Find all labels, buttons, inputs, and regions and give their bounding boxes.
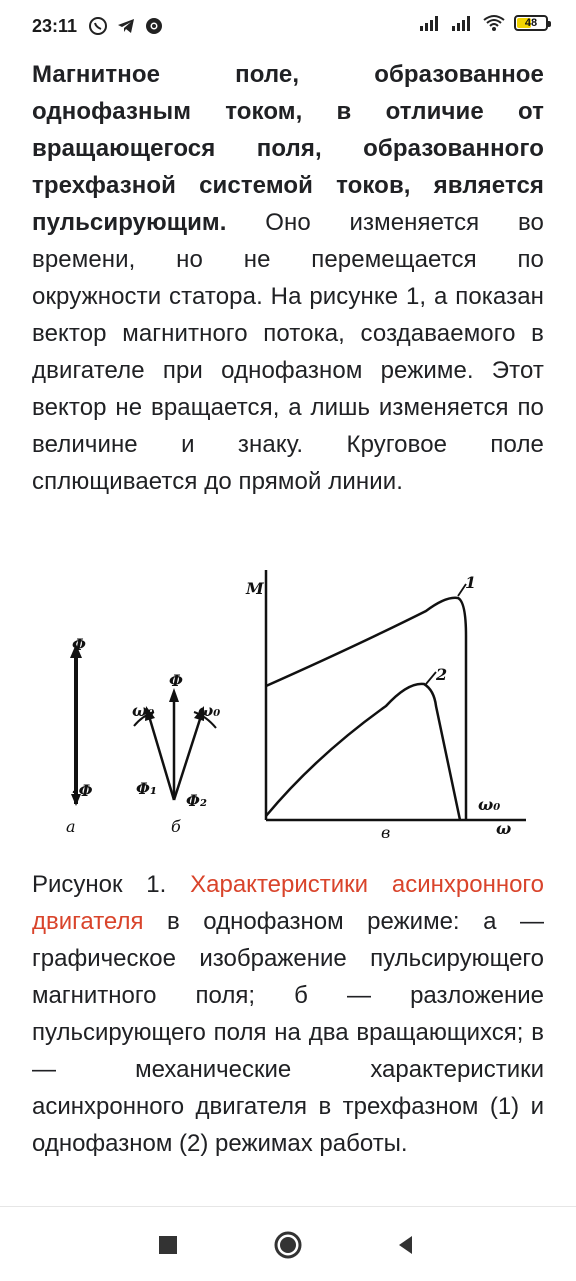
minus-phi-label: -Φ bbox=[72, 781, 93, 800]
label-v: в bbox=[381, 823, 391, 842]
diagram-v bbox=[245, 570, 526, 842]
back-icon bbox=[395, 1234, 417, 1256]
caption-prefix: Рисунок 1. bbox=[32, 871, 167, 898]
phi1-label: Φ₁ bbox=[136, 779, 157, 798]
battery-percent: 48 bbox=[524, 17, 538, 29]
telegram-icon bbox=[116, 16, 136, 36]
navigation-bar bbox=[0, 1206, 576, 1281]
omega0-left-label: ω₀ bbox=[132, 701, 155, 720]
battery-icon bbox=[514, 15, 548, 31]
signal-icon bbox=[450, 14, 474, 32]
wifi-icon bbox=[482, 14, 506, 32]
notification-icons bbox=[88, 16, 164, 36]
phi2-label: Φ₂ bbox=[186, 791, 207, 810]
curve-1-label: 1 bbox=[465, 573, 477, 592]
curve-2-label: 2 bbox=[436, 665, 448, 684]
bold-intro: Магнитное поле, образованное однофазным током, в отличие от вращающегося поля, образованного трехфазной системой токов, является пульсирующим. bbox=[32, 61, 544, 236]
back-button[interactable] bbox=[390, 1229, 422, 1261]
label-a: а bbox=[66, 817, 76, 836]
system-icons bbox=[418, 14, 548, 32]
signal-icon bbox=[418, 14, 442, 32]
paragraph-body: Оно изменяется во времени, но не перемещается по окружности статора. На рисунке 1, а показан вектор магнитного потока, создаваемого в двигателе при однофазном режиме. Этот вектор не вращается, а лишь изменяется по величине и знаку. Круговое поле сплющивается до прямой линии. bbox=[32, 209, 544, 495]
article-paragraph bbox=[32, 56, 544, 500]
figure-1 bbox=[56, 566, 530, 846]
omega0-right-label: ω₀ bbox=[198, 701, 221, 720]
whatsapp-icon bbox=[88, 16, 108, 36]
diagram-b bbox=[132, 671, 220, 836]
omega-axis-label: ω bbox=[496, 819, 512, 838]
caption-rest: в однофазном режиме: а — графическое изображение пульсирующего магнитного поля; б — разложение пульсирующего поля на два вращающихся; в — механические характеристики асинхронного двигателя в трехфазном (1) и однофазном (2) режимах работы. bbox=[32, 908, 544, 1157]
home-icon bbox=[273, 1230, 303, 1260]
status-time: 23:11 bbox=[32, 16, 78, 36]
m-axis-label: M bbox=[246, 579, 264, 598]
curve-2 bbox=[266, 684, 460, 820]
recents-button[interactable] bbox=[152, 1229, 184, 1261]
figure-caption bbox=[32, 866, 544, 1162]
chrome-icon bbox=[144, 16, 164, 36]
status-bar bbox=[0, 0, 576, 56]
phi-label-b: Φ bbox=[169, 671, 183, 690]
diagram-a bbox=[66, 635, 93, 836]
omega0-axis-label: ω₀ bbox=[478, 795, 501, 814]
recents-icon bbox=[157, 1234, 179, 1256]
caption-link[interactable]: Характеристики асинхронного двигателя bbox=[32, 871, 544, 935]
phi-label: Φ bbox=[72, 635, 86, 654]
home-button[interactable] bbox=[272, 1229, 304, 1261]
article-content bbox=[32, 56, 544, 500]
label-b: б bbox=[171, 817, 181, 836]
